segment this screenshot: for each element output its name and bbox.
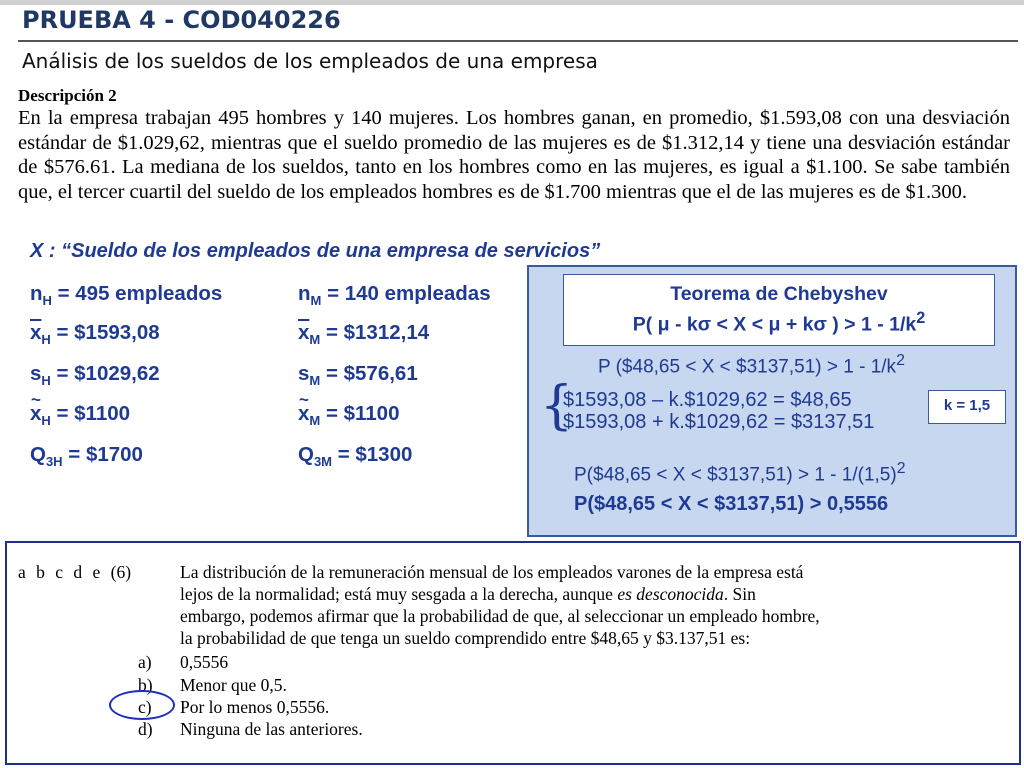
option-d-text: Ninguna de las anteriores. <box>180 719 363 739</box>
variable-description: “Sueldo de los empleados de una empresa de servicios” <box>61 240 601 262</box>
page-subtitle: Análisis de los sueldos de los empleados de una empresa <box>22 49 598 73</box>
option-b-text: Menor que 0,5. <box>180 675 287 695</box>
k-value-box: k = 1,5 <box>928 390 1006 424</box>
men-median: ~ $x_H$ = $1100 <box>30 402 130 428</box>
chebyshev-title: Teorema de Chebyshev <box>670 283 888 305</box>
women-count: $n_M = 140$ empleadas <box>298 282 491 309</box>
emphasis-text: es desconocida <box>617 584 724 604</box>
description-heading: Descripción 2 <box>18 86 117 105</box>
probability-substituted: P($48,65 < X < $3137,51) > $1 - 1/(1,5)^2$ <box>574 460 906 486</box>
chebyshev-formula: P( μ - kσ < X < μ + kσ ) > $1 - 1/k^2$ <box>632 309 926 336</box>
option-c-text: Por lo menos 0,5556. <box>180 697 330 717</box>
question-line-2: lejos de la normalidad; está muy sesgada a la derecha, aunque es desconocida. Sin <box>180 584 756 604</box>
variable-definition <box>30 240 600 263</box>
question-line-3: embargo, podemos afirmar que la probabilidad de que, al seleccionar un empleado hombre, <box>180 606 820 626</box>
women-mean: $\overline{x}_M$ = $1312,14 <box>298 321 430 348</box>
option-a-text: 0,5556 <box>180 652 229 672</box>
men-sd: $s_H$ = $1029,62 <box>30 362 160 389</box>
probability-result: P($48,65 < X < $3137,51) > 0,5556 <box>574 493 889 515</box>
men-mean: $\overline{x}_H$ = $1593,08 <box>30 321 160 348</box>
women-median: ~ $x_M$ = $1100 <box>298 402 400 428</box>
option-a-letter[interactable]: a) <box>138 652 152 672</box>
question-line-1: La distribución de la remuneración mensual de los empleados varones de la empresa está <box>180 562 804 582</box>
variable-label: X : <box>30 240 62 262</box>
probability-general: P ($48,65 < X < $3137,51) > $1 - 1/k^2$ <box>598 352 905 378</box>
selected-answer-circle <box>109 690 175 720</box>
option-d-letter[interactable]: d) <box>138 719 153 739</box>
description-text: En la empresa trabajan 495 hombres y 140 mujeres. Los hombres ganan, en promedio, $1.593,08 con una desviación estándar de $1.029,62, mientras que el sueldo promedio de las mujeres es de $1.312,14 y tiene una desviación estándar de $576.61. La mediana de los sueldos, tanto en los hombres como en las mujeres, es igual a $1.100. Se sabe también que, el tercer cuartil del sueldo de los empleados hombres es de $1.700 mientras que el de las mujeres es de $1.300. <box>18 107 1010 203</box>
brace-icon: { <box>540 376 574 436</box>
top-border <box>0 0 1024 5</box>
equation-upper-bound: $1593,08 + k.$1029,62 = $3137,51 <box>563 411 875 433</box>
page-title: PRUEBA 4 - COD040226 <box>22 6 341 34</box>
title-divider <box>18 40 1018 42</box>
option-c-letter[interactable]: c) <box>138 697 152 717</box>
question-line-4: la probabilidad de que tenga un sueldo comprendido entre $48,65 y $3.137,51 es: <box>180 628 751 648</box>
option-b-letter[interactable]: b) <box>138 675 153 695</box>
equation-lower-bound: $1593,08 – k.$1029,62 = $48,65 <box>563 389 852 411</box>
women-q3: $Q_{3M}$ = $1300 <box>298 443 413 470</box>
men-count: $n_H = 495$ empleados <box>30 282 223 309</box>
men-q3: $Q_{3H}$ = $1700 <box>30 443 143 470</box>
women-sd: $s_M$ = $576,61 <box>298 362 418 389</box>
chebyshev-theorem-box <box>563 274 995 346</box>
answer-letters: a b c d e (6) <box>18 562 132 582</box>
